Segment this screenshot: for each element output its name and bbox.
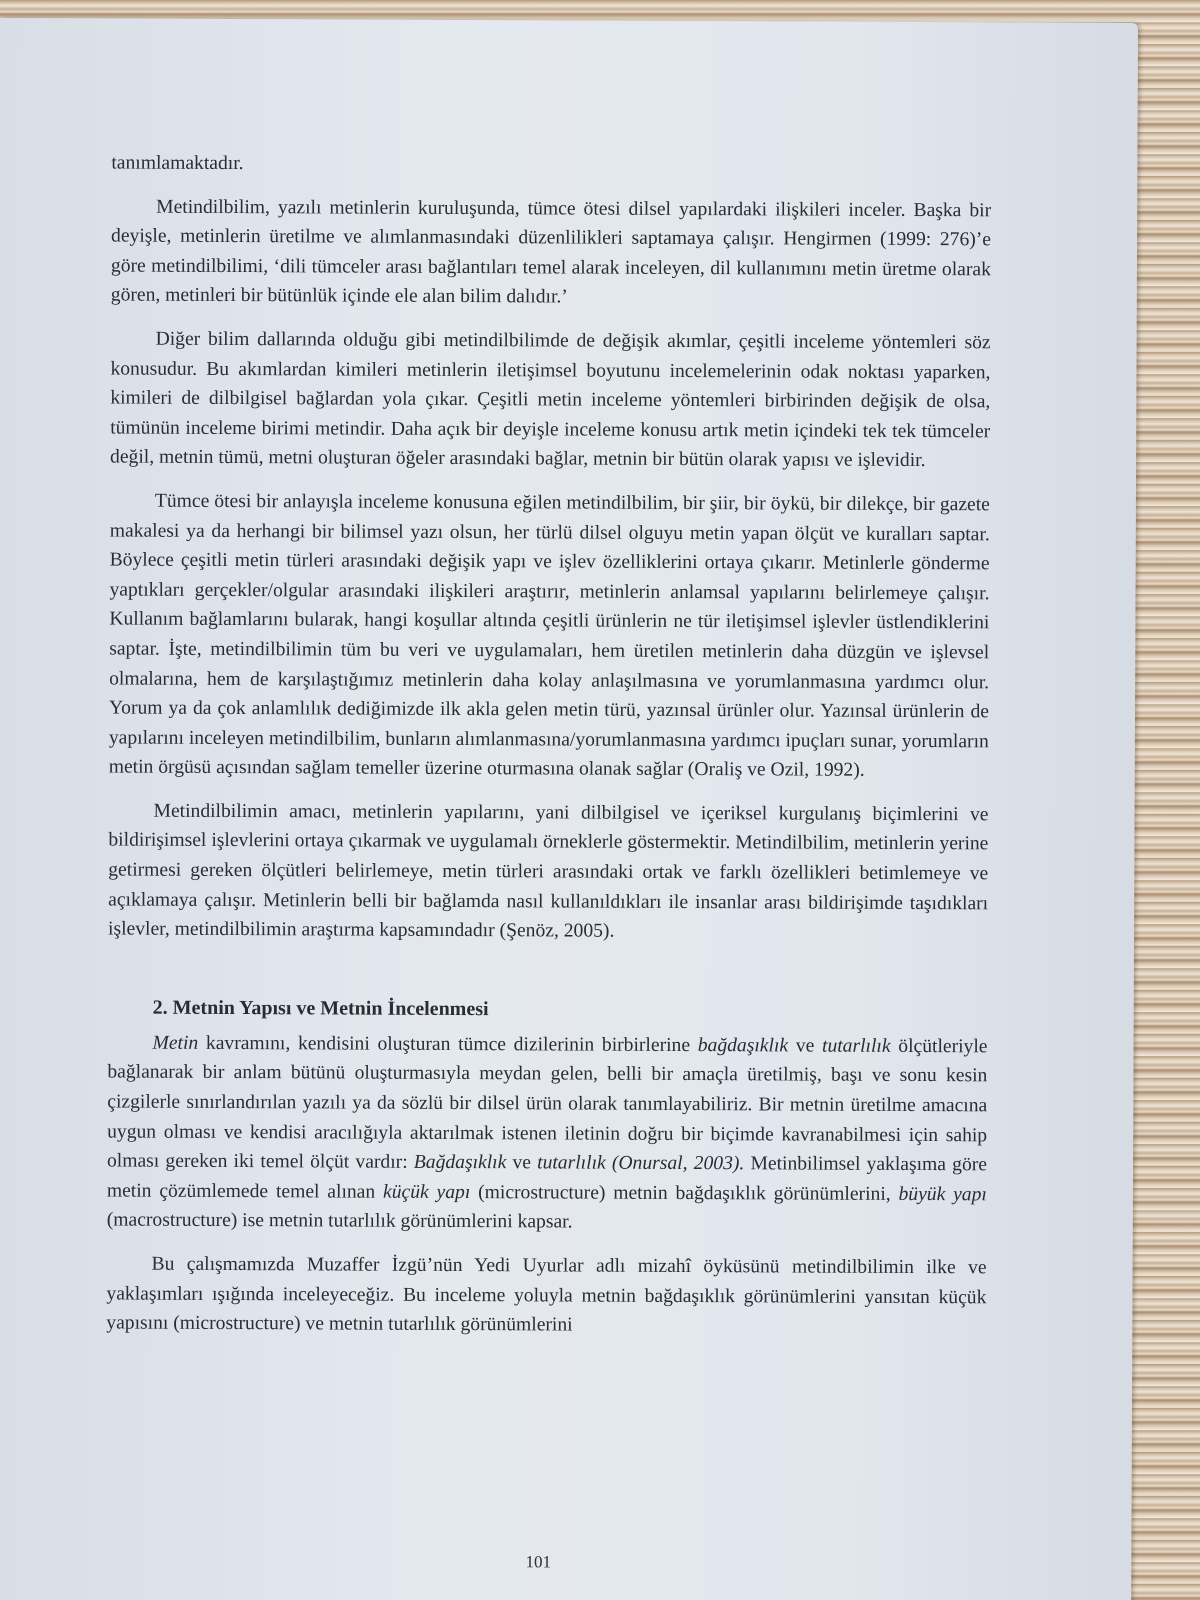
page-number: 101 (525, 1552, 552, 1572)
page-body (106, 148, 991, 1356)
text-run: ve (788, 1035, 823, 1057)
italic-term: tutarlılık (821, 1035, 891, 1057)
book-page (0, 18, 1138, 1600)
text-run: (microstructure) metnin bağdaşıklık görünümlerini, (470, 1181, 899, 1205)
paragraph-metin-kavrami (107, 1028, 988, 1239)
section-heading: 2. Metnin Yapısı ve Metnin İncelenmesi (152, 996, 489, 1020)
paragraph-tumce-otesi: Tümce ötesi bir anlayışla inceleme konusuna eğilen metindilbilim, bir şiir, bir öykü, bir dilekçe, bir gazete makalesi ya da herhangi bir bilimsel yazı olsun, her türlü dilsel olguyu metin yapan ölçüt ve kuralları saptar. Böylece çeşitli metin türleri arasındaki değişik yapı ve işlev özelliklerini ortaya çıkarır. Metinlerle gönderme yaptıkları gerçekler/olgular arasındaki ilişkileri araştırır, metinlerin anlamsal yapılarını belirlemeye çalışır. Kullanım bağlamlarını bularak, hangi koşullar altında çeşitli ürünlerin ne tür iletişimsel işlevler üstlendiklerini saptar. İşte, metindilbilimin tüm bu veri ve uygulamaları, hem üretilen metinlerin daha düzgün ve işlevsel olmalarına, hem de karşılaştığımız metinlerin daha kolay anlaşılmasına ve yorumlanmasına yardımcı olur. Yorum ya da çok anlamlılık dediğimizde ilk akla gelen metin türü, yazınsal ürünler olur. Yazınsal ürünlerin de yapılarını inceleyen metindilbilim, bunların alımlanmasına/yorumlanmasına yardımcı ipuçları sunar, yorumların metin örgüsü açısından sağlam temeller üzerine oturmasına olanak sağlar (Oraliş ve Ozil, 1992). (108, 490, 990, 782)
italic-term: küçük yapı (382, 1181, 471, 1203)
italic-term: bağdaşıklık (697, 1034, 789, 1057)
lead-line: tanımlamaktadır. (111, 152, 244, 175)
italic-term: Bağdaşıklık (413, 1152, 507, 1174)
italic-term: Metin (152, 1032, 199, 1054)
text-run: ölçütleriyle bağlanarak bir anlam bütünü oluşturmasıyla meydan gelen, belli bir amaçla üretilmiş, başı ve sonu kesin çizgilerle sınırlandırılan yazılı ya da sözlü bir dilsel ürün olarak tanımlayabiliriz. Bir metnin üretilme amacına uygun olması ve kendisi aracılığıyla aktarılmak istenen iletinin doğru bir biçimde kavranabilmesi için sahip olması gereken iki temel ölçüt vardır: (106, 1035, 988, 1174)
paragraph-metindilbilim-definition: Metindilbilim, yazılı metinlerin kuruluşunda, tümce ötesi dilsel yapılardaki ilişkileri inceler. Başka bir deyişle, metinlerin üretilme ve alımlanmasındaki düzenlilikleri saptamaya çalışır. Hengirmen (1999: 276)’e göre metindilbilimi, ‘dili tümceler arası bağlantıları temel alarak inceleyen, dil kullanımını metin üretme olarak gören, metinleri bir bütünlük içinde ele alan bilim dalıdır.’ (110, 196, 992, 308)
italic-term: büyük yapı (898, 1183, 987, 1206)
text-run: Metinbilimsel yaklaşıma göre metin çözümlemede temel alınan (106, 1153, 988, 1203)
paragraph-inceleme-yontemleri: Diğer bilim dallarında olduğu gibi metindilbilimde de değişik akımlar, çeşitli inceleme yöntemleri söz konusudur. Bu akımlardan kimileri metinlerin iletişimsel boyutunu incelemelerinin odak noktası yaparken, kimileri de dilbilgisel bağlardan yola çıkar. Çeşitli metin inceleme yöntemleri birbirinden değişik de olsa, tümünün inceleme birimi metindir. Daha açık bir deyişle inceleme konusu artık metin içindeki tek tek tümceler değil, metnin tümü, metni oluşturan öğeler arasındaki bağlar, metnin bir bütün olarak yapısı ve işlevidir. (110, 328, 991, 472)
paragraph-metindilbilim-amaci: Metindilbilimin amacı, metinlerin yapılarını, yani dilbilgisel ve içeriksel kurgulanış biçimlerini ve bildirişimsel işlevlerini ortaya çıkarmak ve uygulamalı örneklerle göstermektir. Metindilbilim, metinlerin yerine getirmesi gereken ölçütleri belirlemeye, metin türleri arasındaki ortak ve farklı özellikleri betimlemeye ve açıklamaya çalışır. Metinlerin belli bir bağlamda nasıl kullanıldıkları ile insanlar arası bildirişimde taşıdıkları işlevler, metindilbilimin araştırma kapsamındadır (Şenöz, 2005). (107, 800, 989, 942)
text-run: ve (506, 1152, 538, 1174)
text-run: kavramını, kendisini oluşturan tümce dizilerinin birbirlerine (198, 1032, 698, 1056)
italic-citation: tutarlılık (Onursal, 2003). (537, 1152, 745, 1175)
text-run: (macrostructure) ise metnin tutarlılık görünümlerini kapsar. (106, 1209, 573, 1233)
paragraph-calismamizda: Bu çalışmamızda Muzaffer İzgü’nün Yedi Uyurlar adlı mizahî öyküsünü metindilbilimin ilke ve yaklaşımları ışığında inceleyeceğiz. Bu inceleme yoluyla metnin bağdaşıklık görünümlerini yansıtan küçük yapısını (microstructure) ve metnin tutarlılık görünümlerini (106, 1253, 987, 1336)
